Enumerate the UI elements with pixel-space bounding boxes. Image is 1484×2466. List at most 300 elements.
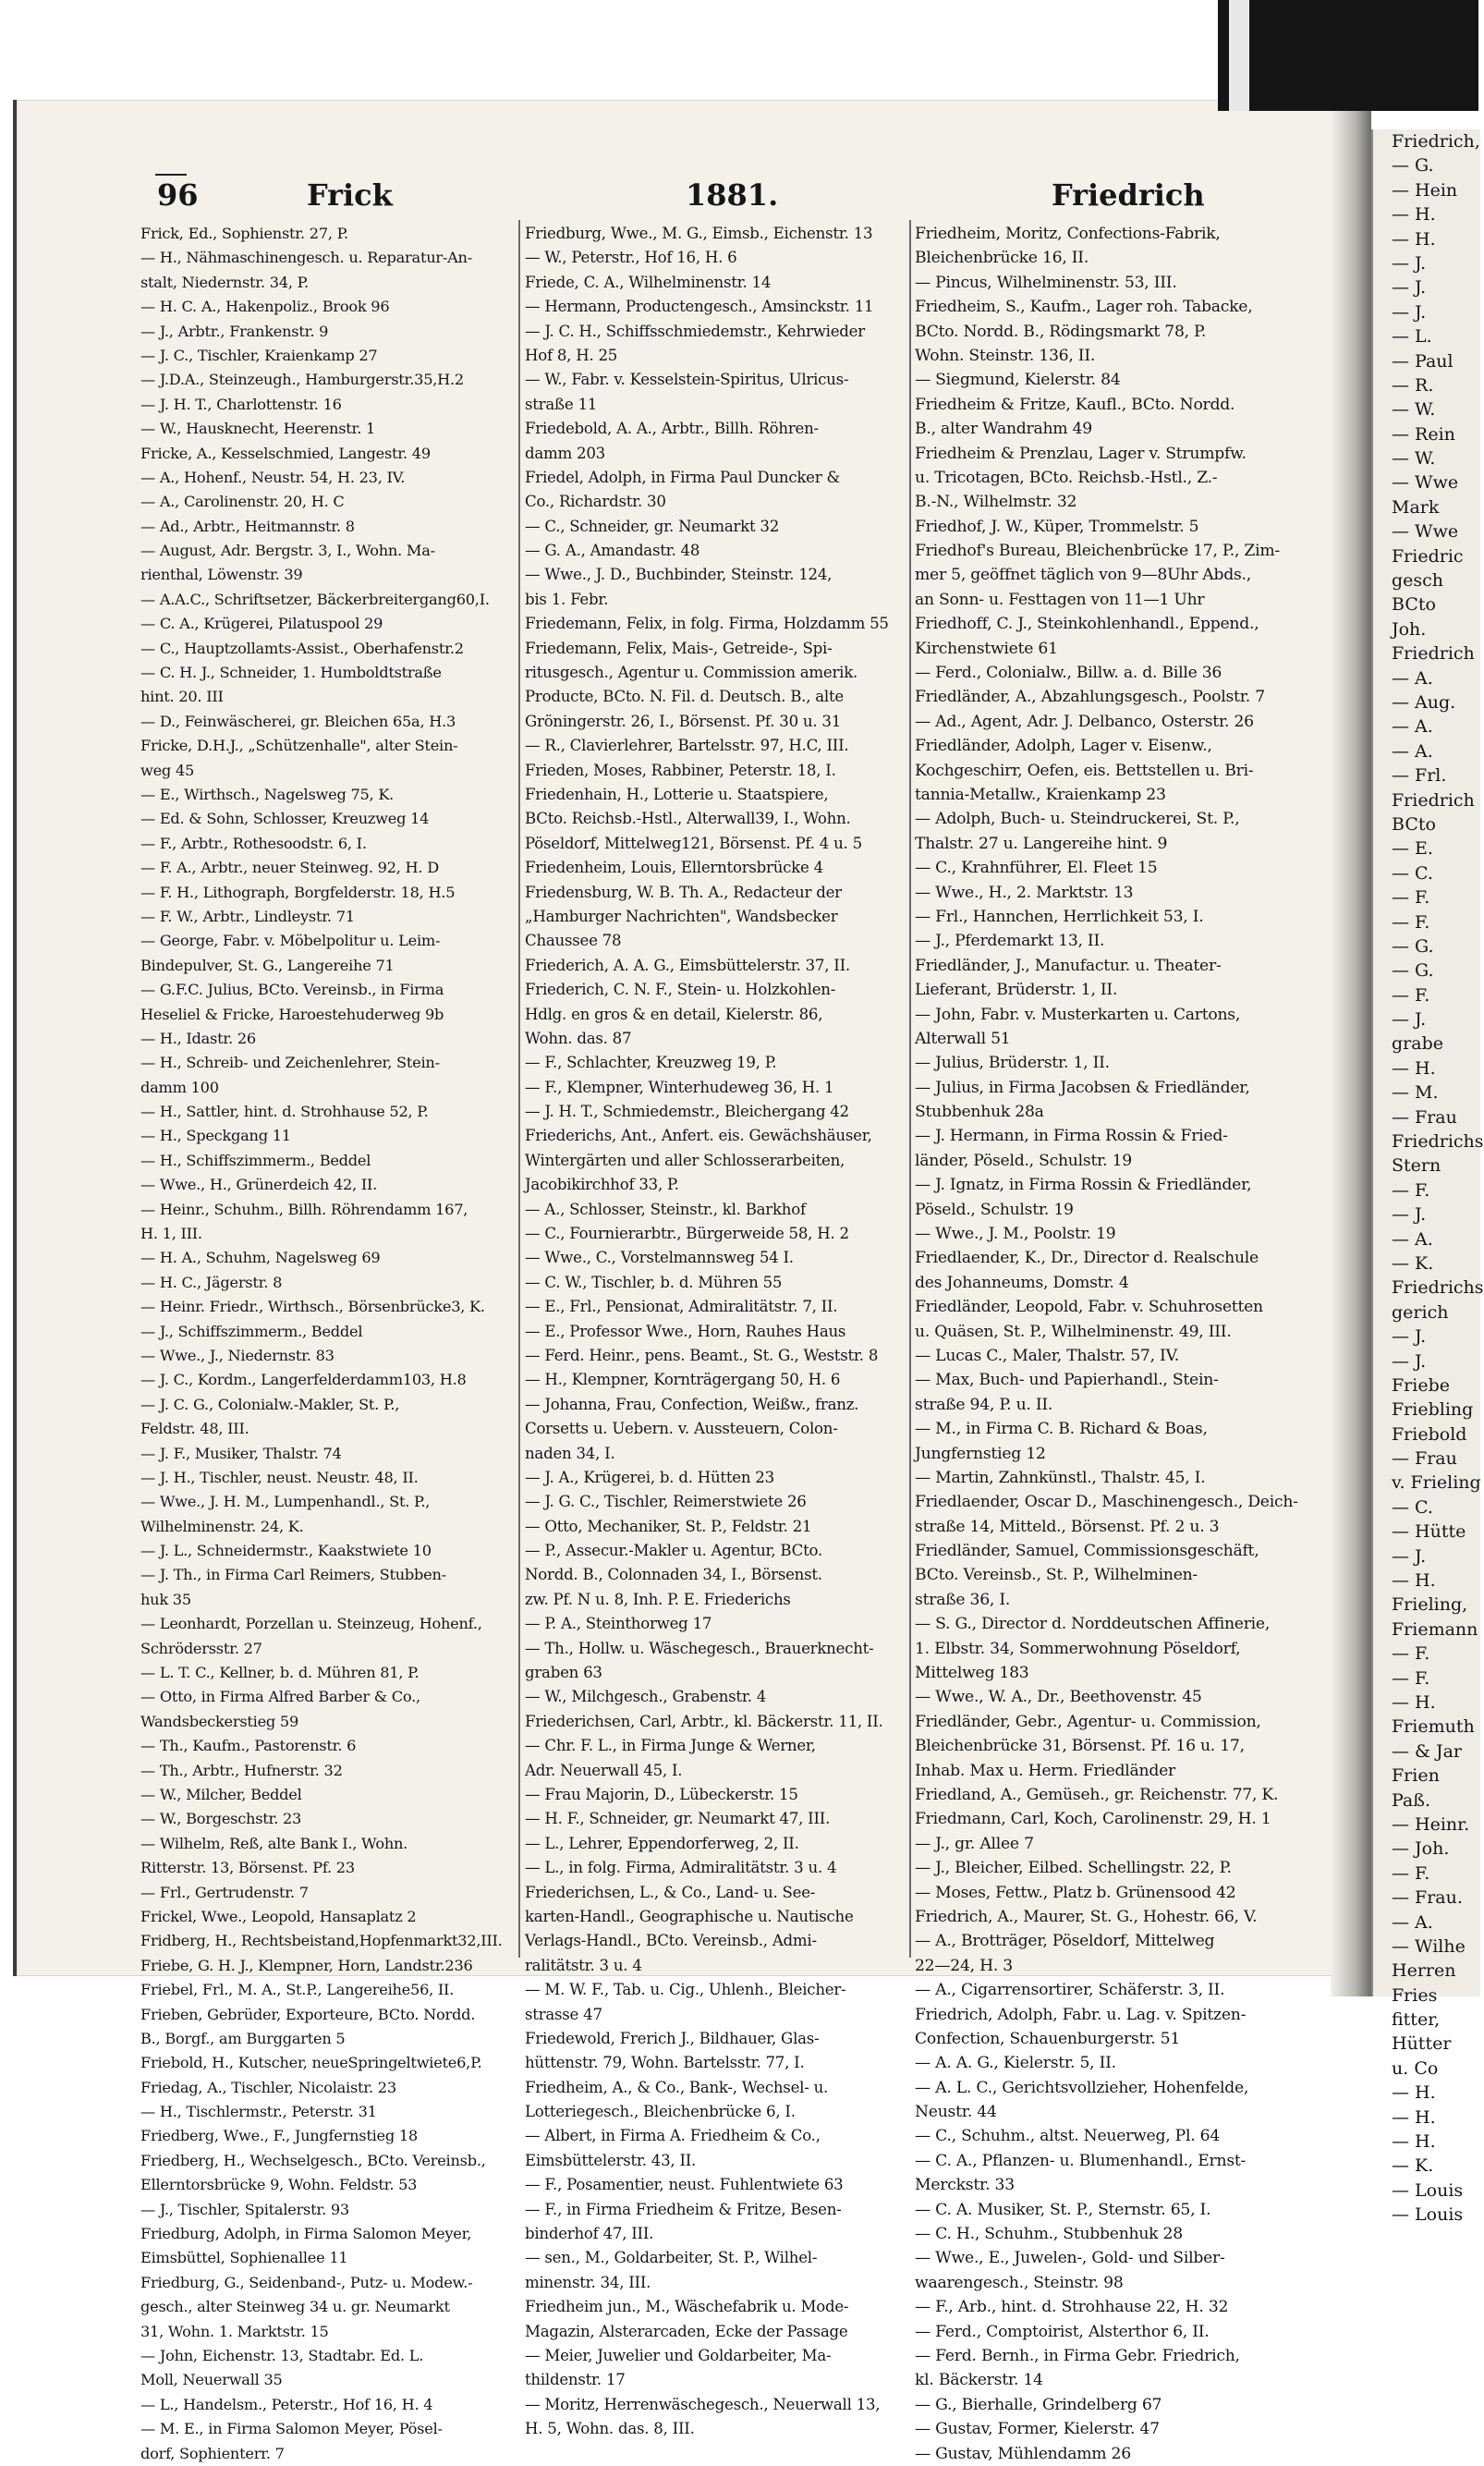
next-page-line: Friemuth [1392, 1716, 1475, 1738]
directory-entry-line: — Wwe., J. D., Buchbinder, Steinstr. 124, [525, 566, 833, 584]
directory-entry-line: Friedländer, Gebr., Agentur- u. Commission, [915, 1712, 1261, 1731]
directory-entry-line: — George, Fabr. v. Möbelpolitur u. Leim- [140, 932, 441, 950]
directory-entry-line: Lieferant, Brüderstr. 1, II. [915, 981, 1118, 1000]
directory-entry-line: — J. C. H., Schiffsschmiedemstr., Kehrwieder [525, 322, 865, 340]
next-page-line: Friedrich [1392, 789, 1475, 811]
directory-entry-line: — Johanna, Frau, Confection, Weißw., franz. [525, 1395, 859, 1413]
directory-entry-line: Pöseldorf, Mittelweg121, Börsenst. Pf. 4 u. 5 [525, 834, 862, 852]
page-number-rule [155, 174, 187, 176]
directory-entry-line: Gröningerstr. 26, I., Börsenst. Pf. 30 u. 31 [525, 712, 841, 730]
directory-entry-line: — E., Frl., Pensionat, Admiralitätstr. 7, II. [525, 1298, 838, 1316]
directory-entry-line: Wilhelminenstr. 24, K. [140, 1517, 304, 1535]
directory-entry-line: Friedheim jun., M., Wäschefabrik u. Mode- [525, 2298, 849, 2316]
directory-entry-line: — Ad., Arbtr., Heitmannstr. 8 [140, 517, 355, 535]
next-page-line: Friedrich [1392, 643, 1475, 665]
directory-entry-line: Friedhoff, C. J., Steinkohlenhandl., Eppend., [915, 615, 1259, 634]
directory-entry-line: — C., Hauptzollamts-Assist., Oberhafenstr.2 [140, 639, 464, 657]
next-page-line: — Louis [1392, 2204, 1464, 2226]
directory-entry-line: Friedemann, Felix, Mais-, Getreide-, Spi- [525, 639, 833, 657]
directory-entry-line: bis 1. Febr. [525, 590, 609, 608]
directory-entry-line: Friedensburg, W. B. Th. A., Redacteur der [525, 883, 842, 901]
directory-entry-line: — Wwe., C., Vorstelmannsweg 54 I. [525, 1249, 794, 1267]
directory-entry-line: — W., Hausknecht, Heerenstr. 1 [140, 420, 376, 438]
next-page-line: gerich [1392, 1301, 1449, 1323]
directory-entry-line: B., alter Wandrahm 49 [915, 420, 1092, 439]
next-page-line: — F. [1392, 1643, 1430, 1665]
directory-entry-line: Chaussee 78 [525, 932, 622, 950]
directory-entry-line: rienthal, Löwenstr. 39 [140, 566, 303, 584]
directory-entry-line: Friebe, G. H. J., Klempner, Horn, Landstr.236 [140, 1956, 473, 1974]
directory-entry-line: dorf, Sophienterr. 7 [140, 2444, 285, 2462]
next-page-line: — F. [1392, 911, 1430, 933]
directory-entry-line: — C., Fournierarbtr., Bürgerweide 58, H. 2 [525, 1225, 849, 1243]
directory-entry-line: weg 45 [140, 761, 195, 779]
next-page-line: — H. [1392, 1570, 1436, 1592]
directory-entry-line: tannia-Metallw., Kraienkamp 23 [915, 785, 1166, 804]
directory-entry-line: BCto. Reichsb.-Hstl., Alterwall39, I., Wohn. [525, 810, 851, 828]
directory-entry-line: Friedländer, Leopold, Fabr. v. Schuhrosetten [915, 1298, 1263, 1317]
directory-entry-line: Friedebold, A. A., Arbtr., Billh. Röhren- [525, 420, 819, 438]
directory-entry-line: Feldstr. 48, III. [140, 1420, 249, 1438]
directory-entry-line: Wohn. Steinstr. 136, II. [915, 346, 1096, 365]
directory-entry-line: Alterwall 51 [915, 1029, 1011, 1048]
directory-entry-line: — Leonhardt, Porzellan u. Steinzeug, Hohenf., [140, 1615, 482, 1633]
directory-entry-line: Friederichsen, L., & Co., Land- u. See- [525, 1883, 816, 1901]
directory-entry-line: Bleichenbrücke 31, Börsenst. Pf. 16 u. 17, [915, 1737, 1245, 1756]
next-page-line: — Hein [1392, 179, 1458, 201]
directory-entry-line: — H. C., Jägerstr. 8 [140, 1273, 283, 1291]
directory-entry-line: damm 100 [140, 1078, 219, 1096]
directory-entry-line: — Ferd. Bernh., in Firma Gebr. Friedrich, [915, 2346, 1240, 2365]
directory-entry-line: Friederichsen, Carl, Arbtr., kl. Bäckerstr. 11, II. [525, 1712, 883, 1730]
directory-entry-line: Friedhof, J. W., Küper, Trommelstr. 5 [915, 517, 1199, 536]
next-page-line: — K. [1392, 2155, 1434, 2177]
directory-entry-line: — F. W., Arbtr., Lindleystr. 71 [140, 907, 355, 925]
directory-entry-line: „Hamburger Nachrichten", Wandsbecker [525, 907, 838, 925]
directory-entry-line: — L., Handelsm., Peterstr., Hof 16, H. 4 [140, 2395, 433, 2413]
directory-entry-line: — Frl., Hannchen, Herrlichkeit 53, I. [915, 907, 1204, 926]
directory-entry-line: Verlags-Handl., BCto. Vereinsb., Admi- [525, 1932, 817, 1950]
next-page-line: Friebold [1392, 1423, 1467, 1445]
next-page-line: — Frau [1392, 1448, 1457, 1470]
next-page-line: — K. [1392, 1252, 1434, 1274]
directory-entry-line: Neustr. 44 [915, 2103, 997, 2122]
directory-entry-line: Kochgeschirr, Oefen, eis. Bettstellen u. Bri- [915, 761, 1254, 780]
next-page-line: — L. [1392, 326, 1432, 348]
directory-entry-line: Friedheim, S., Kaufm., Lager roh. Tabacke, [915, 298, 1253, 317]
page-number: 96 [157, 177, 199, 213]
directory-entry-line: — L., Lehrer, Eppendorferweg, 2, II. [525, 1834, 799, 1852]
next-page-line: BCto [1392, 594, 1436, 616]
directory-entry-line: — W., Peterstr., Hof 16, H. 6 [525, 249, 737, 267]
directory-entry-line: Bleichenbrücke 16, II. [915, 249, 1089, 268]
directory-entry-line: — Wwe., H., Grünerdeich 42, II. [140, 1176, 378, 1194]
directory-entry-line: Friedhof's Bureau, Bleichenbrücke 17, P., Zim- [915, 542, 1280, 561]
directory-entry-line: — H., Schreib- und Zeichenlehrer, Stein- [140, 1054, 440, 1072]
next-page-line: — Paul [1392, 350, 1454, 372]
header-year: 1881. [686, 177, 779, 213]
next-page-line: Friebe [1392, 1374, 1450, 1396]
next-page-line: — J. [1392, 1326, 1427, 1348]
directory-entry-line: — A., Brotträger, Pöseldorf, Mittelweg [915, 1932, 1215, 1951]
next-page-line: — Frau [1392, 1106, 1457, 1128]
directory-entry-line: des Johanneums, Domstr. 4 [915, 1273, 1129, 1292]
directory-entry-line: zw. Pf. N u. 8, Inh. P. E. Friederichs [525, 1590, 791, 1608]
directory-entry-line: Friedlaender, Oscar D., Maschinengesch., Deich- [915, 1493, 1298, 1512]
directory-entry-line: — J. C. G., Colonialw.-Makler, St. P., [140, 1395, 400, 1413]
directory-entry-line: u. Quäsen, St. P., Wilhelminenstr. 49, III. [915, 1322, 1232, 1341]
next-page-line: v. Frieling [1392, 1472, 1481, 1494]
directory-entry-line: Frieben, Gebrüder, Exporteure, BCto. Nordd. [140, 2005, 476, 2023]
next-page-line: — H. [1392, 228, 1436, 250]
directory-entry-line: — Meier, Juwelier und Goldarbeiter, Ma- [525, 2346, 832, 2364]
directory-entry-line: — Th., Kaufm., Pastorenstr. 6 [140, 1737, 357, 1755]
directory-entry-line: karten-Handl., Geographische u. Nautische [525, 1907, 854, 1925]
directory-entry-line: gesch., alter Steinweg 34 u. gr. Neumarkt [140, 2298, 450, 2316]
directory-entry-line: Wandsbeckerstieg 59 [140, 1712, 299, 1730]
directory-entry-line: — H., Klempner, Kornträgergang 50, H. 6 [525, 1371, 841, 1389]
directory-entry-line: — Hermann, Productengesch., Amsinckstr. 11 [525, 298, 874, 316]
directory-entry-line: — A., Schlosser, Steinstr., kl. Barkhof [525, 1200, 806, 1218]
directory-entry-line: Frieden, Moses, Rabbiner, Peterstr. 18, I. [525, 761, 836, 779]
next-page-line: Friebling [1392, 1399, 1474, 1421]
next-page-line: — F. [1392, 1667, 1430, 1689]
next-page-line: — C. [1392, 1496, 1433, 1518]
next-page-line: — F. [1392, 1862, 1430, 1884]
directory-entry-line: Merckstr. 33 [915, 2176, 1015, 2195]
directory-entry-line: — H. A., Schuhm, Nagelsweg 69 [140, 1249, 381, 1267]
directory-entry-line: — J. A., Krügerei, b. d. Hütten 23 [525, 1468, 774, 1486]
directory-entry-line: Ritterstr. 13, Börsenst. Pf. 23 [140, 1859, 355, 1877]
next-page-line: — & Jar [1392, 1740, 1463, 1762]
directory-entry-line: Friedberg, H., Wechselgesch., BCto. Vereinsb., [140, 2151, 486, 2169]
directory-entry-line: Moll, Neuerwall 35 [140, 2371, 283, 2389]
directory-entry-line: strasse 47 [525, 2005, 602, 2023]
directory-entry-line: Mittelweg 183 [915, 1664, 1029, 1683]
directory-entry-line: — J. Hermann, in Firma Rossin & Fried- [915, 1127, 1228, 1146]
directory-entry-line: — Otto, in Firma Alfred Barber & Co., [140, 1688, 420, 1706]
directory-entry-line: — H., Sattler, hint. d. Strohhause 52, P. [140, 1103, 429, 1121]
next-page-line: Frien [1392, 1765, 1440, 1787]
next-page-line: — R. [1392, 374, 1434, 396]
next-page-line: Frieling, [1392, 1594, 1468, 1616]
directory-entry-line: Friedheim, A., & Co., Bank-, Wechsel- u. [525, 2078, 829, 2096]
directory-entry-line: straße 94, P. u. II. [915, 1395, 1053, 1414]
next-page-line: — F. [1392, 984, 1430, 1006]
directory-entry-line: Friedrich, Adolph, Fabr. u. Lag. v. Spitzen- [915, 2005, 1247, 2024]
directory-entry-line: Friedburg, Adolph, in Firma Salomon Meyer, [140, 2225, 472, 2243]
directory-entry-line: — Moses, Fettw., Platz b. Grünensood 42 [915, 1883, 1236, 1902]
directory-entry-line: Friedlaender, K., Dr., Director d. Realschule [915, 1249, 1259, 1268]
directory-entry-line: — G.F.C. Julius, BCto. Vereinsb., in Firma [140, 981, 444, 999]
directory-entry-line: Eimsbüttelerstr. 43, II. [525, 2151, 697, 2169]
directory-entry-line: graben 63 [525, 1664, 602, 1682]
directory-entry-line: — C. W., Tischler, b. d. Mühren 55 [525, 1273, 783, 1291]
directory-entry-line: — Albert, in Firma A. Friedheim & Co., [525, 2127, 821, 2145]
directory-entry-line: — Otto, Mechaniker, St. P., Feldstr. 21 [525, 1517, 812, 1535]
next-page-line: — J. [1392, 1204, 1427, 1226]
next-page-line: gesch [1392, 570, 1444, 592]
directory-entry-line: — M., in Firma C. B. Richard & Boas, [915, 1420, 1208, 1439]
next-page-line: — F. [1392, 1179, 1430, 1201]
next-page-line: — Aug. [1392, 691, 1456, 713]
directory-entry-line: — D., Feinwäscherei, gr. Bleichen 65a, H.3 [140, 712, 456, 730]
directory-column-3 [915, 222, 1329, 2463]
next-page-line: — Joh. [1392, 1838, 1450, 1860]
directory-entry-line: Eimsbüttel, Sophienallee 11 [140, 2249, 348, 2267]
directory-entry-line: Friede, C. A., Wilhelminenstr. 14 [525, 273, 772, 291]
directory-entry-line: — F. H., Lithograph, Borgfelderstr. 18, H.5 [140, 883, 456, 901]
directory-entry-line: Wohn. das. 87 [525, 1029, 632, 1047]
directory-entry-line: — Wwe., H., 2. Marktstr. 13 [915, 883, 1134, 902]
directory-entry-line: Friederich, C. N. F., Stein- u. Holzkohlen- [525, 981, 836, 999]
directory-entry-line: — Adolph, Buch- u. Steindruckerei, St. P., [915, 810, 1240, 829]
directory-entry-line: thildenstr. 17 [525, 2371, 626, 2389]
directory-entry-line: — Ferd. Heinr., pens. Beamt., St. G., Weststr. 8 [525, 1346, 879, 1364]
directory-entry-line: — John, Fabr. v. Musterkarten u. Cartons, [915, 1005, 1241, 1024]
directory-entry-line: Pöseld., Schulstr. 19 [915, 1200, 1074, 1219]
next-page-line: — C. [1392, 862, 1433, 884]
directory-entry-line: — J. F., Musiker, Thalstr. 74 [140, 1444, 342, 1462]
next-page-line: — Rein [1392, 423, 1455, 445]
next-page-line: — Wwe [1392, 521, 1459, 543]
directory-entry-line: — Wwe., J. M., Poolstr. 19 [915, 1225, 1116, 1244]
directory-entry-line: — E., Professor Wwe., Horn, Rauhes Haus [525, 1322, 846, 1340]
directory-entry-line: — Pincus, Wilhelminenstr. 53, III. [915, 273, 1177, 292]
directory-entry-line: Jacobikirchhof 33, P. [525, 1176, 679, 1194]
directory-entry-line: — F., Arb., hint. d. Strohhause 22, H. 32 [915, 2298, 1229, 2317]
directory-entry-line: Friederich, A. A. G., Eimsbüttelerstr. 37, II. [525, 956, 850, 974]
directory-entry-line: Stubbenhuk 28a [915, 1103, 1044, 1122]
directory-entry-line: minenstr. 34, III. [525, 2273, 651, 2291]
directory-entry-line: — Ed. & Sohn, Schlosser, Kreuzweg 14 [140, 810, 430, 828]
directory-entry-line: Adr. Neuerwall 45, I. [525, 1761, 683, 1779]
directory-entry-line: Friebel, Frl., M. A., St.P., Langereihe56, II. [140, 1981, 455, 1999]
directory-entry-line: — G. A., Amandastr. 48 [525, 542, 700, 560]
directory-entry-line: — C., Schneider, gr. Neumarkt 32 [525, 517, 780, 535]
directory-entry-line: Friedburg, G., Seidenband-, Putz- u. Modew.- [140, 2273, 473, 2291]
directory-entry-line: Nordd. B., Colonnaden 34, I., Börsenst. [525, 1566, 822, 1584]
directory-entry-line: hint. 20. III [140, 688, 224, 706]
directory-entry-line: — Moritz, Herrenwäschegesch., Neuerwall 13, [525, 2395, 881, 2413]
directory-entry-line: straße 36, I. [915, 1590, 1011, 1609]
next-page-line: Stern [1392, 1155, 1441, 1177]
directory-entry-line: — Heinr., Schuhm., Billh. Röhrendamm 167, [140, 1200, 468, 1218]
next-page-line: Friedric [1392, 545, 1464, 567]
directory-entry-line: — Heinr. Friedr., Wirthsch., Börsenbrücke3, K. [140, 1298, 485, 1316]
gutter-shadow [1331, 111, 1371, 1996]
directory-entry-line: waarengesch., Steinstr. 98 [915, 2273, 1124, 2292]
directory-entry-line: Frickel, Wwe., Leopold, Hansaplatz 2 [140, 1907, 417, 1925]
next-page-line: — A. [1392, 1228, 1433, 1250]
directory-entry-line: Confection, Schauenburgerstr. 51 [915, 2029, 1181, 2048]
directory-entry-line: — J. C., Kordm., Langerfelderdamm103, H.8 [140, 1371, 467, 1389]
directory-entry-line: — J. H. T., Charlottenstr. 16 [140, 395, 342, 413]
directory-entry-line: straße 11 [525, 395, 598, 413]
directory-entry-line: Schrödersstr. 27 [140, 1639, 262, 1657]
directory-entry-line: — L. T. C., Kellner, b. d. Mühren 81, P. [140, 1664, 420, 1682]
directory-entry-line: Kirchenstwiete 61 [915, 639, 1058, 658]
directory-entry-line: — Frl., Gertrudenstr. 7 [140, 1883, 309, 1901]
directory-entry-line: — Wwe., J., Niedernstr. 83 [140, 1346, 335, 1364]
next-page-line: — Wwe [1392, 472, 1459, 494]
directory-entry-line: — S. G., Director d. Norddeutschen Affinerie, [915, 1615, 1271, 1634]
directory-entry-line: — C. H. J., Schneider, 1. Humboldtstraße [140, 664, 442, 682]
next-page-line: — M. [1392, 1082, 1439, 1104]
directory-entry-line: — J., Arbtr., Frankenstr. 9 [140, 322, 329, 340]
directory-entry-line: Friebold, H., Kutscher, neueSpringeltwiete6,P. [140, 2054, 482, 2072]
directory-entry-line: Friedländer, J., Manufactur. u. Theater- [915, 956, 1222, 975]
directory-entry-line: — Chr. F. L., in Firma Junge & Werner, [525, 1737, 816, 1755]
directory-entry-line: — W., Fabr. v. Kesselstein-Spiritus, Ulricus- [525, 371, 849, 389]
directory-entry-line: — Max, Buch- und Papierhandl., Stein- [915, 1371, 1219, 1390]
next-page-line: — Wilhe [1392, 1935, 1466, 1957]
directory-column-2 [525, 222, 915, 2438]
directory-entry-line: — C., Krahnführer, El. Fleet 15 [915, 859, 1158, 878]
directory-entry-line: — Th., Hollw. u. Wäschegesch., Brauerknecht- [525, 1639, 874, 1657]
next-page-line: — Frau. [1392, 1887, 1463, 1909]
next-page-line: — G. [1392, 155, 1434, 177]
directory-entry-line: — F., Arbtr., Rothesoodstr. 6, I. [140, 834, 367, 852]
directory-entry-line: — H., Nähmaschinengesch. u. Reparatur-An- [140, 249, 472, 267]
directory-entry-line: — H. F., Schneider, gr. Neumarkt 47, III. [525, 1810, 831, 1828]
directory-entry-line: H. 5, Wohn. das. 8, III. [525, 2420, 695, 2438]
directory-entry-line: Friedag, A., Tischler, Nicolaistr. 23 [140, 2078, 396, 2096]
directory-entry-line: mer 5, geöffnet täglich von 9—8Uhr Abds., [915, 566, 1251, 585]
column-divider [518, 220, 520, 1958]
next-page-line: — Hütte [1392, 1521, 1466, 1543]
next-page-line: — A. [1392, 740, 1433, 762]
directory-entry-line: Friedmann, Carl, Koch, Carolinenstr. 29, H. 1 [915, 1810, 1271, 1829]
directory-entry-line: Inhab. Max u. Herm. Friedländer [915, 1761, 1175, 1780]
directory-entry-line: — Julius, Brüderstr. 1, II. [915, 1054, 1110, 1073]
directory-entry-line: — J., Schiffszimmerm., Beddel [140, 1322, 363, 1340]
directory-entry-line: — J., gr. Allee 7 [915, 1834, 1034, 1853]
directory-entry-line: — J. C., Tischler, Kraienkamp 27 [140, 346, 378, 364]
header-right-word: Friedrich [1052, 177, 1205, 213]
directory-entry-line: Friedheim & Fritze, Kaufl., BCto. Nordd. [915, 395, 1235, 414]
directory-entry-line: — C. A., Pflanzen- u. Blumenhandl., Ernst- [915, 2151, 1247, 2170]
next-page-line: — G. [1392, 935, 1434, 957]
directory-entry-line: — M. E., in Firma Salomon Meyer, Pösel- [140, 2420, 443, 2438]
directory-entry-line: Fricke, D.H.J., „Schützenhalle", alter Stein- [140, 737, 458, 755]
directory-entry-line: huk 35 [140, 1590, 191, 1608]
next-page-line: — Louis [1392, 2179, 1464, 2201]
directory-entry-line: — W., Milchgesch., Grabenstr. 4 [525, 1688, 767, 1706]
directory-entry-line: — H., Speckgang 11 [140, 1127, 291, 1145]
directory-entry-line: Friedel, Adolph, in Firma Paul Duncker & [525, 468, 840, 486]
next-page-line: — J. [1392, 1009, 1427, 1031]
directory-entry-line: Ellerntorsbrücke 9, Wohn. Feldstr. 53 [140, 2176, 418, 2194]
directory-entry-line: B., Borgf., am Burggarten 5 [140, 2029, 346, 2047]
directory-entry-line: 22—24, H. 3 [915, 1956, 1013, 1975]
next-page-line: — H. [1392, 2106, 1436, 2128]
directory-entry-line: — Wwe., W. A., Dr., Beethovenstr. 45 [915, 1688, 1202, 1707]
directory-entry-line: Heseliel & Fricke, Haroestehuderweg 9b [140, 1005, 444, 1023]
directory-entry-line: — R., Clavierlehrer, Bartelsstr. 97, H.C, III. [525, 737, 849, 755]
directory-entry-line: stalt, Niedernstr. 34, P. [140, 273, 309, 291]
directory-entry-line: binderhof 47, III. [525, 2225, 654, 2243]
directory-entry-line: — C., Schuhm., altst. Neuerweg, Pl. 64 [915, 2127, 1221, 2146]
directory-entry-line: — C. A., Krügerei, Pilatuspool 29 [140, 615, 383, 633]
directory-entry-line: — P., Assecur.-Makler u. Agentur, BCto. [525, 1542, 823, 1560]
next-page-fragment [1371, 129, 1484, 2226]
directory-entry-line: Magazin, Alsterarcaden, Ecke der Passage [525, 2322, 848, 2340]
next-page-line: — Heinr. [1392, 1813, 1470, 1835]
next-page-line: Friedrichs [1392, 1131, 1484, 1153]
next-page-line: — H. [1392, 2131, 1436, 2153]
directory-entry-line: Friedburg, Wwe., M. G., Eimsb., Eichenstr. 13 [525, 225, 873, 242]
directory-entry-line: — Ferd., Colonialw., Billw. a. d. Bille 36 [915, 664, 1222, 683]
directory-entry-line: Friedland, A., Gemüseh., gr. Reichenstr. 77, K. [915, 1786, 1279, 1804]
next-page-line: — A. [1392, 1911, 1433, 1933]
directory-entry-line: — Wwe., J. H. M., Lumpenhandl., St. P., [140, 1493, 431, 1511]
directory-entry-line: — H., Tischlermstr., Peterstr. 31 [140, 2103, 377, 2121]
next-page-line: — H. [1392, 1057, 1436, 1079]
next-page-line: Friedrichs [1392, 1277, 1484, 1299]
directory-entry-line: Friedländer, A., Abzahlungsgesch., Poolstr. 7 [915, 688, 1265, 707]
directory-entry-line: — Wwe., E., Juwelen-, Gold- und Silber- [915, 2249, 1225, 2268]
next-page-line: — H. [1392, 204, 1436, 226]
next-page-line: — J. [1392, 1350, 1427, 1372]
directory-entry-line: — J. H. T., Schmiedemstr., Bleichergang 42 [525, 1103, 849, 1121]
next-page-line: Fries [1392, 1984, 1438, 2006]
next-page-line: — H. [1392, 1692, 1436, 1713]
directory-entry-line: ralitätstr. 3 u. 4 [525, 1956, 642, 1974]
next-page-line: — J. [1392, 277, 1427, 299]
directory-entry-line: Thalstr. 27 u. Langereihe hint. 9 [915, 834, 1168, 853]
directory-entry-line: straße 14, Mitteld., Börsenst. Pf. 2 u. 3 [915, 1517, 1220, 1536]
next-page-line: Friedrich, [1392, 131, 1480, 152]
directory-entry-line: — W., Milcher, Beddel [140, 1786, 302, 1803]
directory-entry-line: Friedberg, Wwe., F., Jungfernstieg 18 [140, 2127, 418, 2145]
directory-entry-line: — Gustav, Former, Kielerstr. 47 [915, 2420, 1160, 2439]
directory-entry-line: — C. H., Schuhm., Stubbenhuk 28 [915, 2225, 1183, 2244]
directory-entry-line: — F. A., Arbtr., neuer Steinweg. 92, H. D [140, 859, 439, 877]
directory-entry-line: — Lucas C., Maler, Thalstr. 57, IV. [915, 1346, 1179, 1365]
directory-entry-line: — J. H., Tischler, neust. Neustr. 48, II. [140, 1468, 419, 1486]
directory-entry-line: naden 34, I. [525, 1444, 615, 1462]
directory-entry-line: — Martin, Zahnkünstl., Thalstr. 45, I. [915, 1468, 1206, 1487]
next-page-line: — W. [1392, 448, 1436, 470]
directory-entry-line: — J. G. C., Tischler, Reimerstwiete 26 [525, 1493, 807, 1511]
directory-entry-line: — P. A., Steinthorweg 17 [525, 1615, 712, 1633]
directory-entry-line: 1. Elbstr. 34, Sommerwohnung Pöseldorf, [915, 1639, 1241, 1658]
directory-entry-line: länder, Pöseld., Schulstr. 19 [915, 1151, 1132, 1170]
directory-entry-line: — A. A. G., Kielerstr. 5, II. [915, 2054, 1116, 2073]
directory-entry-line: — A.A.C., Schriftsetzer, Bäckerbreitergang60,I. [140, 590, 490, 608]
next-page-line: — E. [1392, 838, 1433, 860]
next-page-line: — A. [1392, 716, 1433, 738]
directory-entry-line: hüttenstr. 79, Wohn. Bartelsstr. 77, I. [525, 2054, 805, 2072]
directory-entry-line: — F., Schlachter, Kreuzweg 19, P. [525, 1054, 777, 1072]
directory-entry-line: — H. C. A., Hakenpoliz., Brook 96 [140, 298, 390, 316]
next-page-line: — G. [1392, 960, 1434, 982]
directory-entry-line: — C. A. Musiker, St. P., Sternstr. 65, I. [915, 2200, 1211, 2219]
directory-entry-line: — Th., Arbtr., Hufnerstr. 32 [140, 1761, 343, 1779]
directory-entry-line: — F., Posamentier, neust. Fuhlentwiete 63 [525, 2176, 844, 2194]
next-page-line: — J. [1392, 301, 1427, 323]
directory-entry-line: B.-N., Wilhelmstr. 32 [915, 493, 1077, 512]
next-page-line: Joh. [1392, 618, 1427, 640]
directory-entry-line: — J. Th., in Firma Carl Reimers, Stubben- [140, 1566, 446, 1584]
directory-entry-line: — A., Carolinenstr. 20, H. C [140, 493, 345, 511]
directory-entry-line: Friedländer, Samuel, Commissionsgeschäft, [915, 1542, 1259, 1561]
next-page-line: — H. [1392, 2082, 1436, 2104]
next-page-line: — F. [1392, 887, 1430, 909]
directory-entry-line: Fridberg, H., Rechtsbeistand,Hopfenmarkt32,III. [140, 1932, 503, 1950]
directory-entry-line: Hof 8, H. 25 [525, 346, 618, 364]
